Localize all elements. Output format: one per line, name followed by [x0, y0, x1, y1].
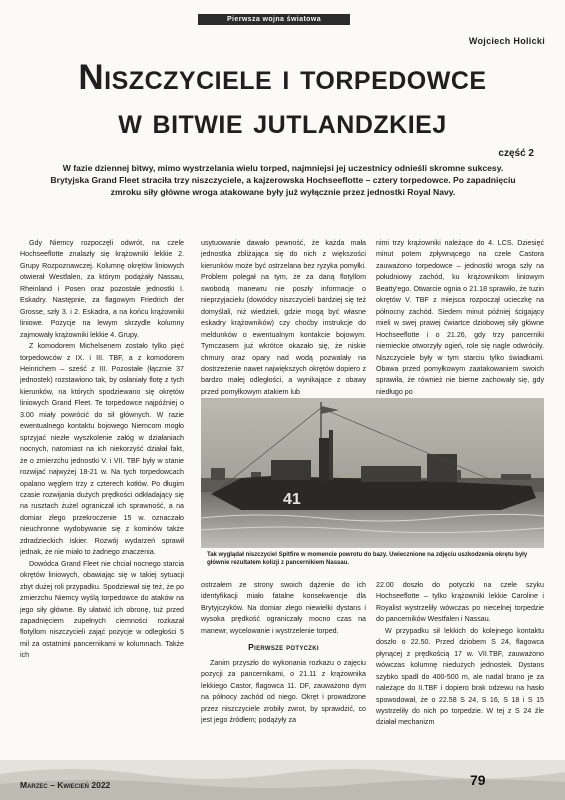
paragraph: ostrzałem ze strony swoich dążenie do ich identyfikacji miało fatalne konsekwencje dla Brytyjczyków. Na domiar złego niewielki dystans i wysoka prędkość ograniczały mocno czas na manewr, wycelowanie i wystrzelenie torped. [201, 581, 366, 635]
paragraph: Dowódca Grand Fleet nie chciał nocnego starcia okrętów liniowych, obawiając się w takiej sytuacji zbyt dużej roli przypadku. Spodziewał się też, że po zmierzchu Niemcy wyślą torpedowce do ataków na jego siły główne. By ułatwić ich obronę, tuż przed zapadnięciem zupełnych ciemności rozkazał flotyllom niszczycieli zająć pozycje w odległości 5 mil za ostatnimi pancernikami w kolumnach. Także ich [20, 559, 184, 660]
article-title-line2: w bitwie jutlandzkiej [118, 102, 447, 141]
paragraph: 22.00 doszło do potyczki na czele szyku Hochseeflotte – tylko krążowniki lekkie Caroline i Royalist wystrzeliły wówczas po niecelnej torpedzie do pancerników Westfalen i Nassau. [376, 581, 544, 624]
hull-number: 41 [283, 491, 301, 508]
paragraph: usytuowanie dawało pewność, że każda mała jednostka zbliżająca się do nich z większości kierunków może być ostrzelana bez ryzyka pomyłki. Problem polegał na tym, że za daną flotyllom swobodą manewru nie poszły informacje o nieprzyjacielu (dowódcy niszczycieli bardziej się też domyślali, niż wiedzieli, gdzie mogą być własne eskadry krążowników) czy choćby instrukcje do meldunków o ewentualnym kontakcie bojowym. Tymczasem już wkrótce okazało się, że niskie chmury oraz opary nad wodą pozwalały na dostrzeżenie nawet największych okrętów dopiero z bardzo małej odległości, a wynikające z obawy przed pomyłkowym atakiem lub [201, 239, 366, 396]
column-3-top [376, 238, 544, 396]
article-part: część 2 [498, 148, 534, 159]
section-header: Pierwsza wojna światowa [226, 16, 321, 23]
paragraph: Zanim przyszło do wykonania rozkazu o zajęciu pozycji za pancernikami, o 21.11 z krążownika lekkiego Castor, flagowca 11. DF, zauważono dym na północy zachód od niego. Okręt i prowadzone przez niszczyciele zrobiły zwrot, by sprawdzić, co jest jego źródłem; podążyły za [201, 658, 366, 724]
page-number: 79 [470, 772, 486, 788]
destroyer-photo [201, 398, 544, 548]
paragraph: Z komodorem Michelsenem zostało tylko pięć torpedowców z IX. i III. TBF, a z komodorem Heinrichem – sześć z III. Pozostałe (łącznie 37 jednostek) rozstawiono tak, by osłaniały flotę z tych kierunków, na których spodziewano się okrętów liniowych Grand Fleet. Te torpedowce najpóźniej o 3.00 miały powrócić do sił głównych. W razie ewentualnego kontaktu bojowego Niemcom mogło sprzyjać niezłe wyszkolenie załóg w działaniach nocnych, natomiast na ich niekorzyść działał fakt, że o zmierzchu jednostki V. i VII. TBF były w stanie rozwijać najwyżej 18-21 w. Na tych torpedowcach opalano węglem trzy z czterech kotłów. Po długim czasie rozwijania dużych prędkości odkładający się na rusztach żużel ograniczał ich sprawność, a na domiar złego przekroczenie 15 w. oznaczało nieuchronne wydobywanie się z kominów także zdradzieckich iskier. Rozwój wydarzeń sprawił jednak, że nie miało to żadnego znaczenia. [20, 342, 184, 557]
article-lead: W fazie dziennej bitwy, mimo wystrzelania wielu torped, najmniejsi jej uczestnicy odnieśli skromne sukcesy. Brytyjska Grand Fleet straciła trzy niszczyciele, a kajzerowska Hochseeflotte – cztery torpedowce. Po zapadnięciu zmroku siły główne wroga atakowane były już wyłącznie przez jednostki Royal Navy. [50, 163, 516, 197]
subheading: Pierwsze potyczki [248, 642, 319, 653]
paragraph: nimi trzy krążowniki należące do 4. LCS. Dziesięć minut potem zpływnącego na czele Castora zauważono torpedowce – jednostki wroga szły na południowy zachód, ku krążownikom liniowym Beatty'ego. Otwarcie ognia o 21.18 sprawiło, że tuzin okrętów V. TBF z miejsca rozpoczął ucieczkę na północny zachód. Siedem minut później ścigający mieli w swej prawej ćwiartce dziobowej siły główne Hochseeflotte i o 21.26, gdy trzy pancerniki niemieckie otworzyły ogień, role się nagle odwróciły. Niszczyciele były w tym starciu tylko świadkami. Obawa przed pomyłkowym zaatakowaniem swoich sprawiła, że również nie bierne zachowały się, gdy niedługo po [376, 239, 544, 396]
paragraph: W przypadku sił lekkich do kolejnego kontaktu doszło o 22.50. Przed dziobem S 24, flagowca płynącej z prędkością 17 w. VII.TBF, zauważono wówczas kolumnę niedużych jednostek. Dystans szybko spadł do 400-500 m, ale nadal brano je za należące do II.TBF i dopiero brak odzewu na hasło spowodował, że o 22.58 S 24, S 16, S 18 i S 15 wystrzeliły do nich po torpedzie. W tej z S 24 źle działał mechanizm [376, 626, 544, 727]
column-1 [20, 238, 184, 758]
author-name: Wojciech Holicki [468, 36, 545, 46]
issue-date: Marzec – Kwiecień 2022 [20, 780, 111, 790]
column-3-bottom [376, 580, 544, 758]
article-title-line1: Niszczyciele i torpedowce [78, 58, 487, 97]
paragraph: Gdy Niemcy rozpoczęli odwrót, na czele Hochseeflotte znalazły się krążowniki lekkie 2. Grupy Rozpoznawczej. Kolumnę okrętów liniowych otwierał Westfalen, za którym podążały Nassau, Rheinland i Posen oraz pozostałe jednostki I. Eskadry. Następnie, za flagowym Friedrich der Grosse, szły 3. i 2. Eskadra, a na końcu krążowniki liniowe. Pozycje na lewym skrzydle kolumny zajmowały krążowniki lekkie 4. Grupy. [20, 239, 184, 339]
photo-caption: Tak wyglądał niszczyciel Spitfire w momencie powrotu do bazy. Uwiecznione na zdjęciu uszkodzenia okrętu były głównie rezultatem kolizji z pancernikiem Nassau. [207, 552, 528, 566]
column-2-bottom [201, 580, 366, 758]
column-2-top [201, 238, 366, 396]
